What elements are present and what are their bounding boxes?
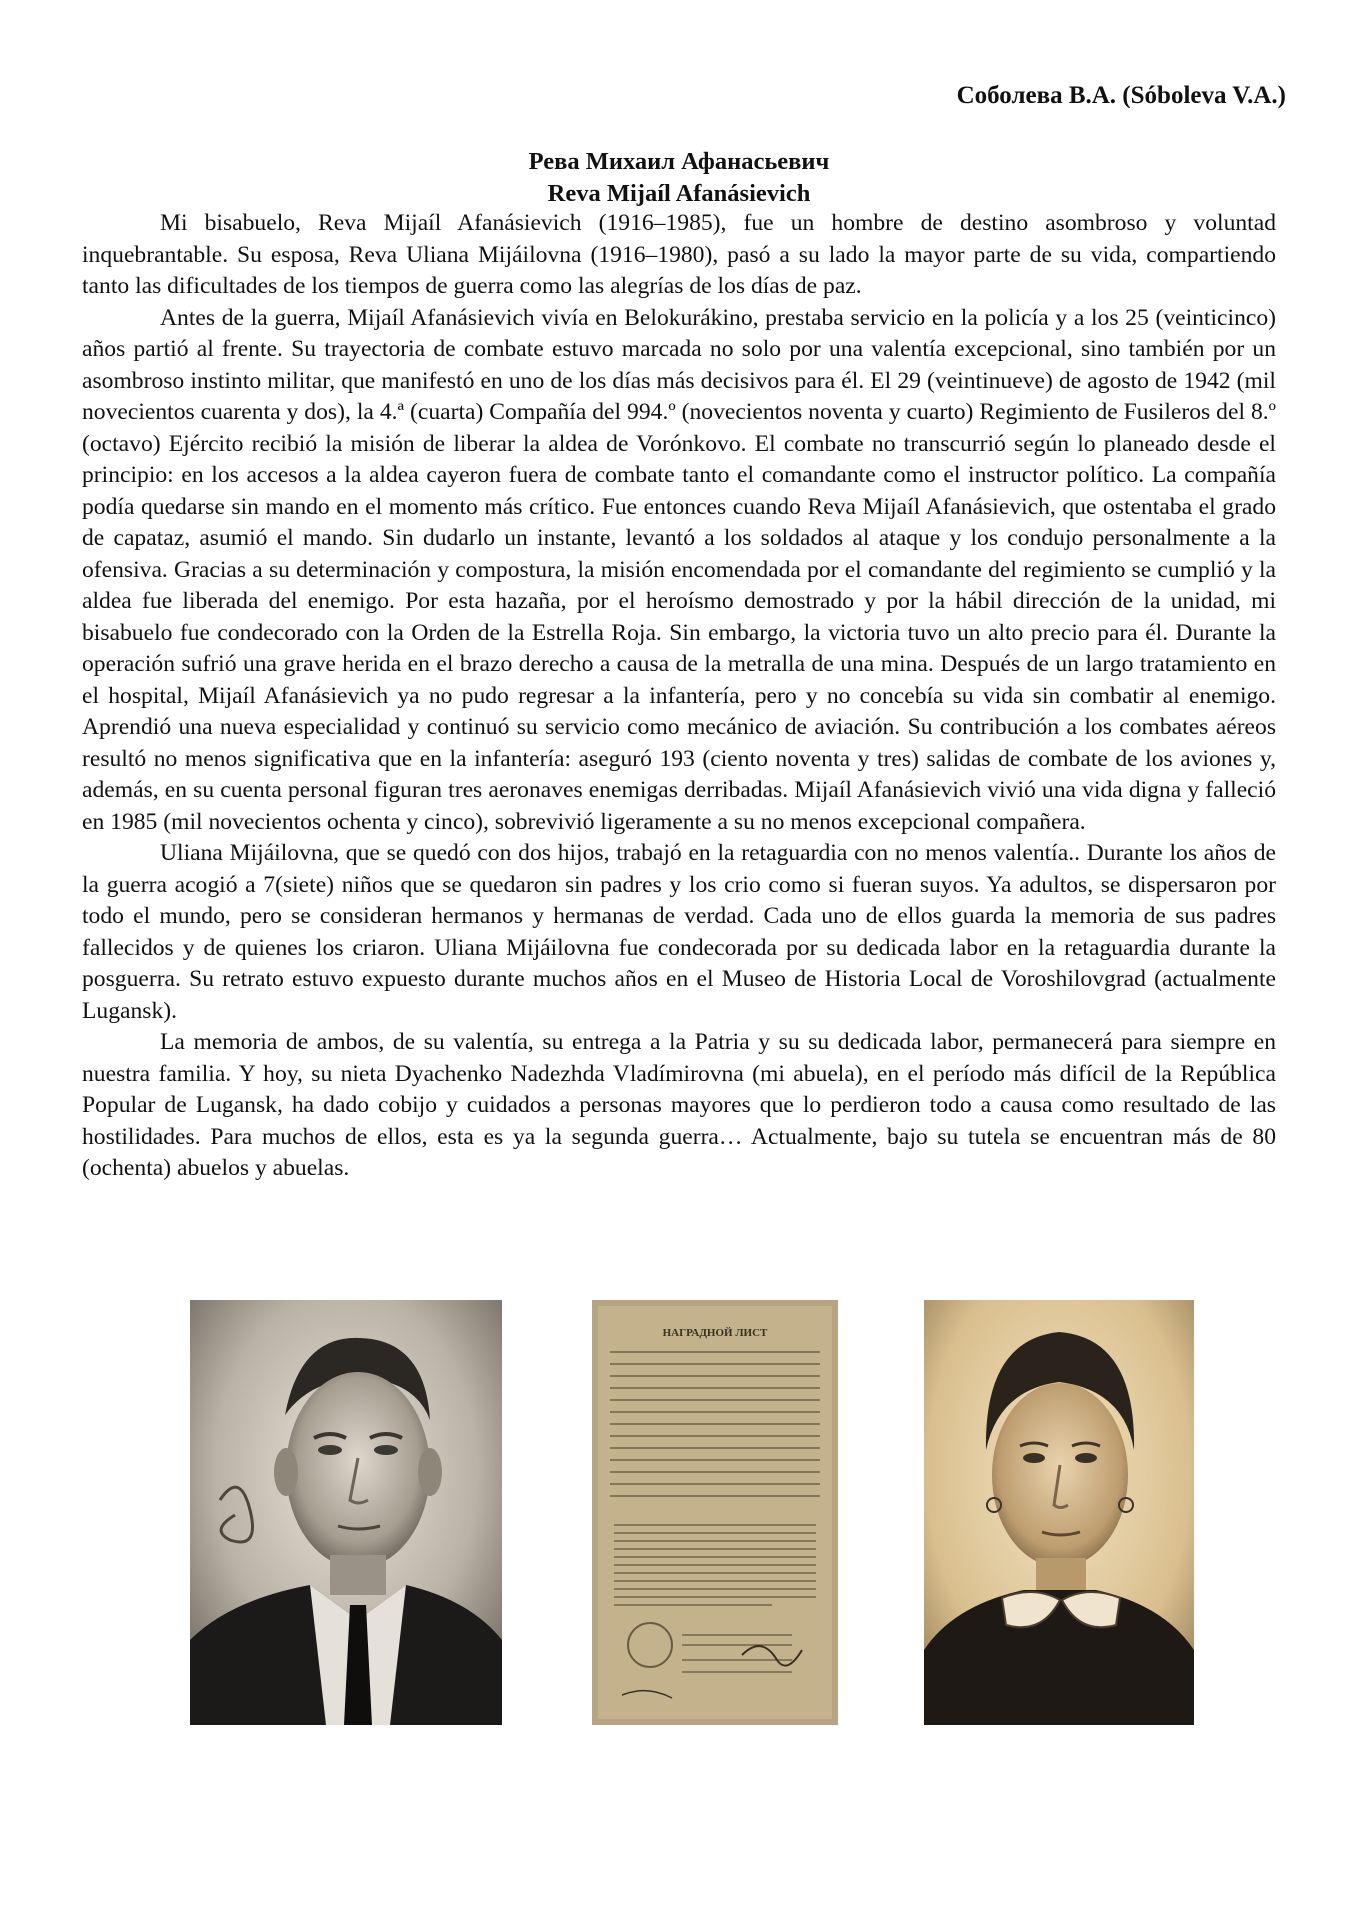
portrait-mijail-photo	[190, 1300, 502, 1725]
award-document-photo	[592, 1300, 838, 1725]
title-spanish: Reva Mijaíl Afanásievich	[547, 180, 811, 207]
author-line: Соболева В.А. (Sóboleva V.A.)	[956, 82, 1286, 109]
portrait-uliana-photo	[924, 1300, 1194, 1725]
paragraph-uliana: Uliana Mijáilovna, que se quedó con dos hijos, trabajó en la retaguardia con no menos valentía.. Durante los años de la guerra acogió a 7(siete) niños que se quedaron sin padres y los crio como si fueran suyos. Ya adultos, se dispersaron por todo el mundo, pero se consideran hermanos y hermanas de verdad. Cada uno de ellos guarda la memoria de sus padres fallecidos y de quienes los criaron. Uliana Mijáilovna fue condecorada por su dedicada labor en la retaguardia durante la posguerra. Su retrato estuvo expuesto durante muchos años en el Museo de Historia Local de Voroshilovgrad (actualmente Lugansk).	[82, 840, 1276, 1024]
paragraph-intro: Mi bisabuelo, Reva Mijaíl Afanásievich (1916–1985), fue un hombre de destino asombroso y voluntad inquebrantable. Su esposa, Reva Uliana Mijáilovna (1916–1980), pasó a su lado la mayor parte de su vida, compartiendo tanto las dificultades de los tiempos de guerra como las alegrías de los días de paz.	[82, 210, 1276, 299]
article-body	[82, 208, 1276, 1185]
title-russian: Рева Михаил Афанасьевич	[528, 148, 830, 175]
paragraph-memory: La memoria de ambos, de su valentía, su entrega a la Patria y su su dedicada labor, permanecerá para siempre en nuestra familia. Y hoy, su nieta Dyachenko Nadezhda Vladímirovna (mi abuela), en el período más difícil de la República Popular de Lugansk, ha dado cobijo y cuidados a personas mayores que lo perdieron todo a causa como resultado de las hostilidades. Para muchos de ellos, esta es ya la segunda guerra… Actualmente, bajo su tutela se encuentran más de 80 (ochenta) abuelos y abuelas.	[82, 1029, 1276, 1181]
paragraph-war-service: Antes de la guerra, Mijaíl Afanásievich vivía en Belokurákino, prestaba servicio en la policía y a los 25 (veinticinco) años partió al frente. Su trayectoria de combate estuvo marcada no solo por una valentía excepcional, sino también por un asombroso instinto militar, que manifestó en uno de los días más decisivos para él. El 29 (veintinueve) de agosto de 1942 (mil novecientos cuarenta y dos), la 4.ª (cuarta) Compañía del 994.º (novecientos noventa y cuarto) Regimiento de Fusileros del 8.º (octavo) Ejército recibió la misión de liberar la aldea de Vorónkovo. El combate no transcurrió según lo planeado desde el principio: en los accesos a la aldea cayeron fuera de combate tanto el comandante como el instructor político. La compañía podía quedarse sin mando en el momento más crítico. Fue entonces cuando Reva Mijaíl Afanásievich, que ostentaba el grado de capataz, asumió el mando. Sin dudarlo un instante, levantó a los soldados al ataque y los condujo personalmente a la ofensiva. Gracias a su determinación y compostura, la misión encomendada por el comandante del regimiento se cumplió y la aldea fue liberada del enemigo. Por esta hazaña, por el heroísmo demostrado y por la hábil dirección de la unidad, mi bisabuelo fue condecorado con la Orden de la Estrella Roja. Sin embargo, la victoria tuvo un alto precio para él. Durante la operación sufrió una grave herida en el brazo derecho a causa de la metralla de una mina. Después de un largo tratamiento en el hospital, Mijaíl Afanásievich ya no pudo regresar a la infantería, pero y no concebía su vida sin combatir al enemigo. Aprendió una nueva especialidad y continuó su servicio como mecánico de aviación. Su contribución a los combates aéreos resultó no menos significativa que en la infantería: aseguró 193 (ciento noventa y tres) salidas de combate de los aviones y, además, en su cuenta personal figuran tres aeronaves enemigas derribadas. Mijaíl Afanásievich vivió una vida digna y falleció en 1985 (mil novecientos ochenta y cinco), sobrevivió ligeramente a su no menos excepcional compañera.	[82, 304, 1276, 835]
document-heading: НАГРАДНОЙ ЛИСТ	[662, 1327, 768, 1339]
title-block	[0, 146, 1358, 210]
